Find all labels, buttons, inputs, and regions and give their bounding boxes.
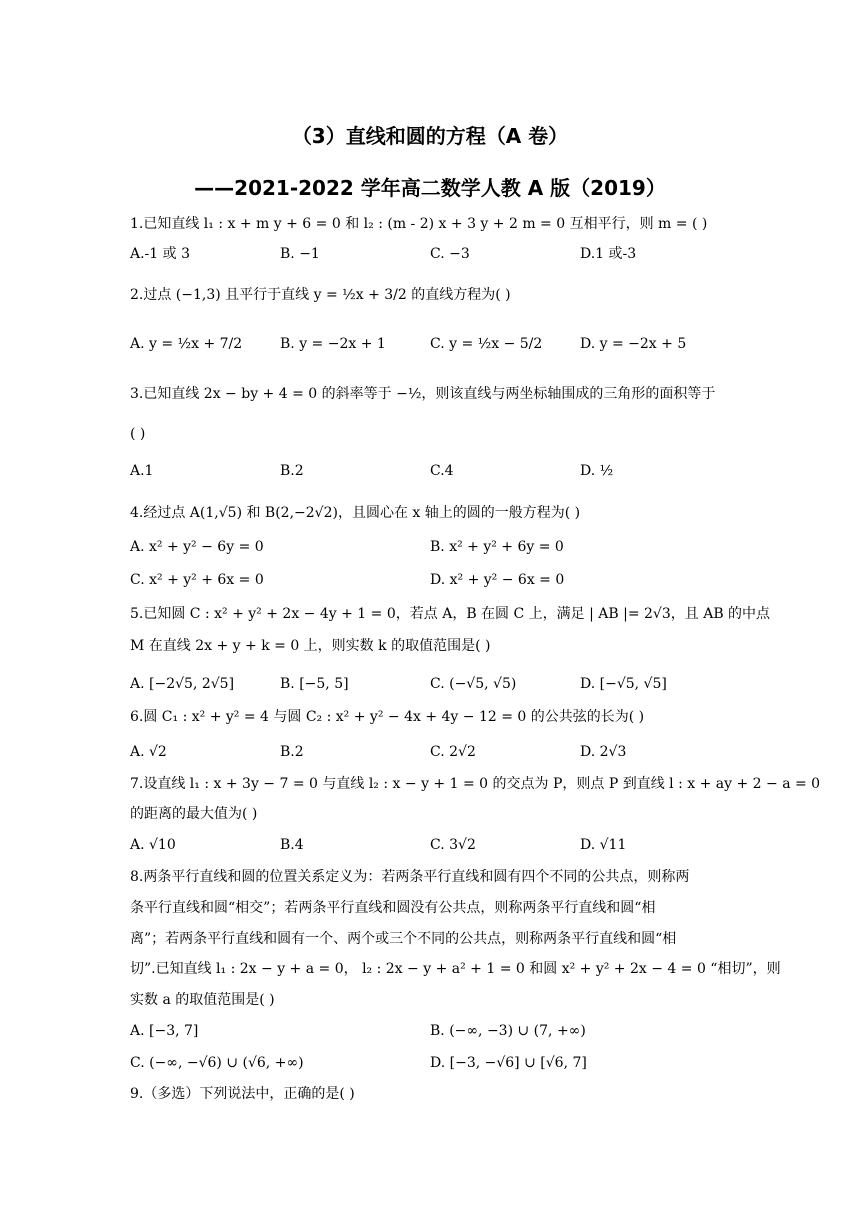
option-c: C.4 bbox=[430, 463, 454, 479]
option-d: D. 2√3 bbox=[580, 744, 627, 760]
option-b: B. [−5, 5] bbox=[280, 676, 349, 692]
option-b: B.2 bbox=[280, 463, 304, 479]
question-9-stem: 9.（多选）下列说法中，正确的是( ) bbox=[130, 1086, 355, 1102]
question-1-options bbox=[130, 243, 730, 265]
question-3-stem-cont: ( ) bbox=[130, 426, 146, 442]
option-a: A. √10 bbox=[130, 837, 176, 853]
question-8-stem: 8.两条平行直线和圆的位置关系定义为：若两条平行直线和圆有四个不同的公共点，则称两 bbox=[130, 869, 690, 885]
option-c: C. x² + y² + 6x = 0 bbox=[130, 572, 264, 588]
page-title: （3）直线和圆的方程（A 卷） bbox=[291, 124, 569, 148]
question-8-stem-line4: 切”.已知直线 l₁ : 2x − y + a = 0， l₂ : 2x − y + a² + 1 = 0 和圆 x² + y² + 2x − 4 = 0 “相切”，则 bbox=[130, 961, 781, 977]
option-c: C. y = ½x − 5/2 bbox=[430, 336, 543, 352]
option-d: D. [−√5, √5] bbox=[580, 676, 667, 692]
option-a: A. y = ½x + 7/2 bbox=[130, 336, 243, 352]
question-8-stem-line5: 实数 a 的取值范围是( ) bbox=[130, 992, 275, 1008]
option-c: C. (−√5, √5) bbox=[430, 676, 517, 692]
option-d: D. y = −2x + 5 bbox=[580, 336, 687, 352]
question-8-options-row2 bbox=[130, 1052, 730, 1074]
question-3-options bbox=[130, 460, 730, 482]
question-7-stem-cont: 的距离的最大值为( ) bbox=[130, 806, 258, 822]
question-4-options-row2 bbox=[130, 569, 730, 591]
option-c: C. −3 bbox=[430, 246, 470, 262]
question-2-options bbox=[130, 333, 730, 355]
option-b: B. −1 bbox=[280, 246, 320, 262]
question-7-stem: 7.设直线 l₁ : x + 3y − 7 = 0 与直线 l₂ : x − y + 1 = 0 的交点为 P，则点 P 到直线 l : x + ay + 2 − a = 0 bbox=[130, 776, 821, 792]
question-8-options-row1 bbox=[130, 1020, 730, 1042]
question-7-options bbox=[130, 834, 730, 856]
question-1-stem: 1.已知直线 l₁ : x + m y + 6 = 0 和 l₂ : (m - 2) x + 3 y + 2 m = 0 互相平行，则 m = ( ) bbox=[130, 216, 708, 232]
option-a: A. [−2√5, 2√5] bbox=[130, 676, 235, 692]
option-b: B. x² + y² + 6y = 0 bbox=[430, 539, 564, 555]
question-4-stem: 4.经过点 A(1,√5) 和 B(2,−2√2)，且圆心在 x 轴上的圆的一般方程为( ) bbox=[130, 505, 581, 521]
option-c: C. (−∞, −√6) ∪ (√6, +∞) bbox=[130, 1055, 304, 1071]
option-d: D. x² + y² − 6x = 0 bbox=[430, 572, 565, 588]
option-a: A. [−3, 7] bbox=[130, 1023, 199, 1039]
option-c: C. 3√2 bbox=[430, 837, 476, 853]
question-8-stem-line2: 条平行直线和圆“相交”；若两条平行直线和圆没有公共点，则称两条平行直线和圆“相 bbox=[130, 900, 656, 916]
option-b: B. y = −2x + 1 bbox=[280, 336, 386, 352]
option-a: A.-1 或 3 bbox=[130, 246, 191, 262]
option-a: A. x² + y² − 6y = 0 bbox=[130, 539, 264, 555]
question-5-stem-cont: M 在直线 2x + y + k = 0 上，则实数 k 的取值范围是( ) bbox=[130, 638, 491, 654]
option-b: B.2 bbox=[280, 744, 304, 760]
question-5-stem: 5.已知圆 C : x² + y² + 2x − 4y + 1 = 0，若点 A，B 在圆 C 上，满足 | AB |= 2√3，且 AB 的中点 bbox=[130, 606, 771, 622]
question-5-options bbox=[130, 673, 730, 695]
option-d: D. √11 bbox=[580, 837, 627, 853]
option-d: D. [−3, −√6] ∪ [√6, 7] bbox=[430, 1055, 587, 1071]
question-4-options-row1 bbox=[130, 536, 730, 558]
option-a: A. √2 bbox=[130, 744, 167, 760]
option-b: B. (−∞, −3) ∪ (7, +∞) bbox=[430, 1023, 586, 1039]
question-6-stem: 6.圆 C₁ : x² + y² = 4 与圆 C₂ : x² + y² − 4x + 4y − 12 = 0 的公共弦的长为( ) bbox=[130, 709, 645, 725]
page-subtitle: ——2021-2022 学年高二数学人教 A 版（2019） bbox=[194, 176, 666, 200]
question-2-stem: 2.过点 (−1,3) 且平行于直线 y = ½x + 3/2 的直线方程为( ) bbox=[130, 287, 511, 303]
question-3-stem: 3.已知直线 2x − by + 4 = 0 的斜率等于 −½，则该直线与两坐标轴围成的三角形的面积等于 bbox=[130, 386, 716, 402]
option-a: A.1 bbox=[130, 463, 154, 479]
option-d: D.1 或-3 bbox=[580, 246, 637, 262]
option-c: C. 2√2 bbox=[430, 744, 476, 760]
question-8-stem-line3: 离”；若两条平行直线和圆有一个、两个或三个不同的公共点，则称两条平行直线和圆“相 bbox=[130, 931, 677, 947]
option-b: B.4 bbox=[280, 837, 304, 853]
question-6-options bbox=[130, 741, 730, 763]
option-d: D. ½ bbox=[580, 463, 614, 479]
